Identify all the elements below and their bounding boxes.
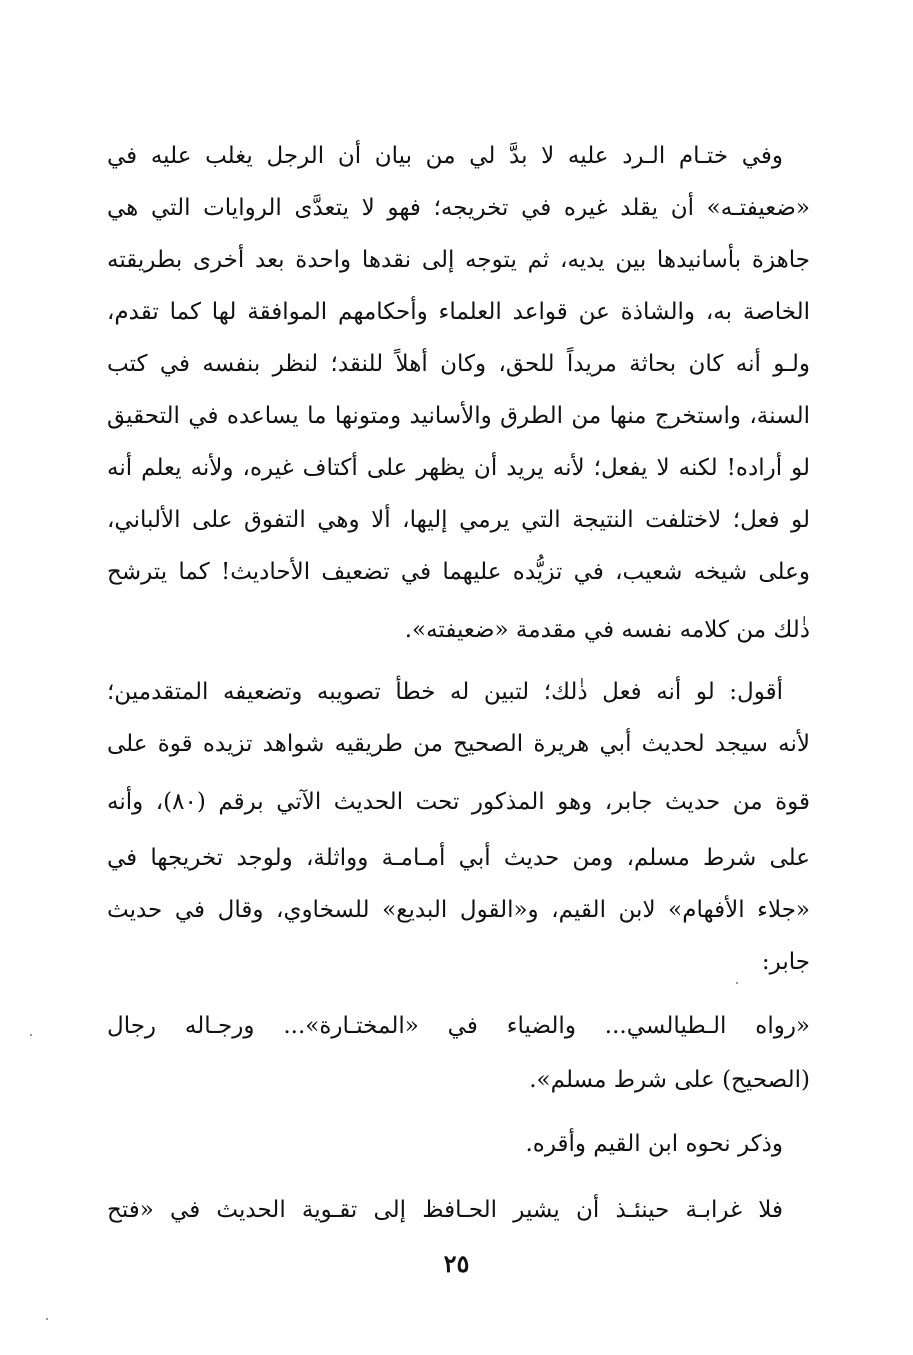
text-line: وذكر نحوه ابن القيم وأقره. xyxy=(525,1131,783,1157)
page-number: ٢٥ xyxy=(443,1249,470,1278)
quote-line: «رواه الـطيالسي... والضياء في «المختـارة»... ورجـاله رجال xyxy=(107,1013,810,1039)
text-line: جابر: xyxy=(761,949,810,975)
text-line: لأنه سيجد لحديث أبي هريرة الصحيح من طريقيه شواهد تزيده قوة على xyxy=(107,731,810,757)
scan-speck xyxy=(736,982,738,984)
text-line: أقول: لو أنه فعل ذٰلك؛ لتبين له خطأ تصويبه وتضعيفه المتقدمين؛ xyxy=(107,679,783,705)
scan-speck xyxy=(46,1318,48,1320)
text-line: «ضعيفتـه» أن يقلد غيره في تخريجه؛ فهو لا يتعدَّى الروايات التي هي xyxy=(107,195,810,221)
text-line: «جلاء الأفهام» لابن القيم، و«القول البديع» للسخاوي، وقال في حديث xyxy=(107,897,810,923)
text-line: لو فعل؛ لاختلفت النتيجة التي يرمي إليها، ألا وهي التفوق على الألباني، xyxy=(107,507,810,533)
text-line: وعلى شيخه شعيب، في تزيُّده عليهما في تضعيف الأحاديث! كما يترشح xyxy=(107,559,810,585)
text-line: جاهزة بأسانيدها بين يديه، ثم يتوجه إلى نقدها واحدة بعد أخرى بطريقته xyxy=(107,247,810,273)
quote-line: (الصحيح) على شرط مسلم». xyxy=(529,1067,810,1093)
text-line: السنة، واستخرج منها من الطرق والأسانيد ومتونها ما يساعده في التحقيق xyxy=(107,403,810,429)
text-line: قوة من حديث جابر، وهو المذكور تحت الحديث الآتي برقم (٨٠)، وأنه xyxy=(107,789,810,815)
text-line: ذٰلك من كلامه نفسه في مقدمة «ضعيفته». xyxy=(404,617,810,643)
text-line: الخاصة به، والشاذة عن قواعد العلماء وأحكامهم الموافقة لها كما تقدم، xyxy=(107,299,810,325)
scan-speck xyxy=(30,1034,32,1036)
text-line: ولـو أنه كان بحاثة مريداً للحق، وكان أهلاً للنقد؛ لنظر بنفسه في كتب xyxy=(107,351,810,377)
text-line: وفي ختـام الـرد عليه لا بدَّ لي من بيان أن الرجل يغلب عليه في xyxy=(107,143,783,169)
text-line: على شرط مسلم، ومن حديث أبي أمـامـة وواثلة، ولوجد تخريجها في xyxy=(107,845,810,871)
text-line: فلا غرابـة حينئـذ أن يشير الحـافظ إلى تقـوية الحديث في «فتح xyxy=(107,1197,783,1223)
text-line: لو أراده! لكنه لا يفعل؛ لأنه يريد أن يظهر على أكتاف غيره، ولأنه يعلم أنه xyxy=(107,455,810,481)
